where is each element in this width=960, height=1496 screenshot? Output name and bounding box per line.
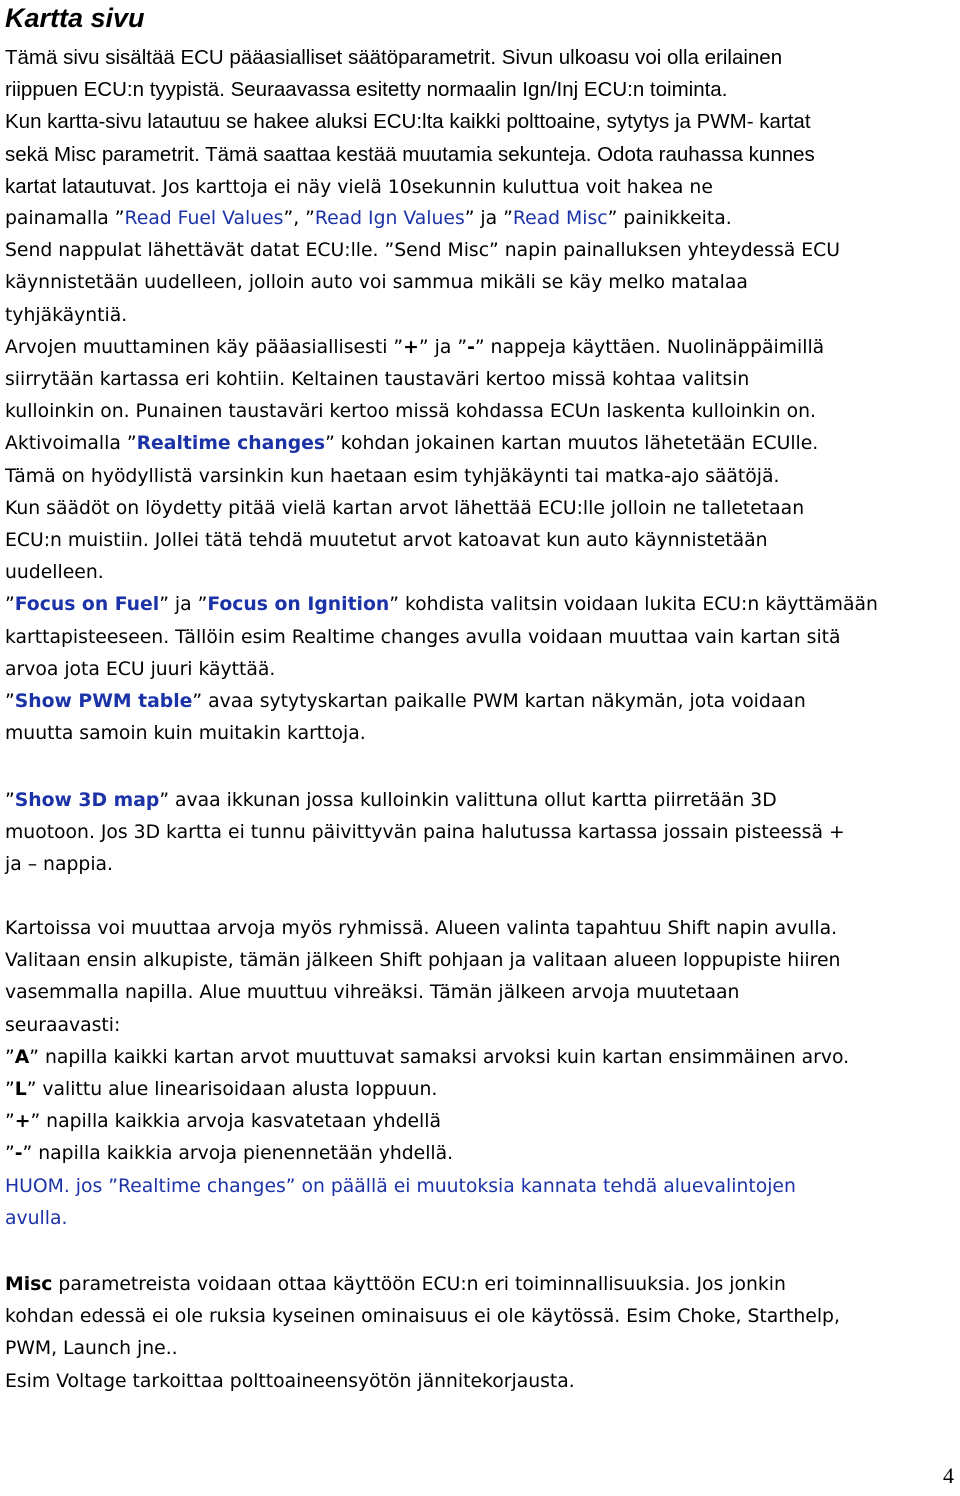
text-line: PWM, Launch jne.. <box>5 1338 178 1360</box>
key-l-label: L <box>14 1079 27 1101</box>
misc-label: Misc <box>5 1274 53 1295</box>
read-fuel-values-label: Read Fuel Values <box>124 208 284 229</box>
text-line: ”L” valittu alue linearisoidaan alusta loppuun. <box>5 1079 438 1101</box>
text-line: Arvojen muuttaminen käy pääasiallisesti ”+” ja ”-” nappeja käyttäen. Nuolinäppäimillä <box>5 336 825 358</box>
text-line: muutta samoin kuin muitakin karttoja. <box>5 723 366 745</box>
minus-key-label: - <box>467 336 475 358</box>
text-line: kohdan edessä ei ole ruksia kyseinen ominaisuus ei ole käytössä. Esim Choke, Starthelp, <box>5 1306 840 1328</box>
plus-key-label: + <box>403 336 419 358</box>
text-line: ECU:n muistiin. Jollei tätä tehdä muutetut arvot katoavat kun auto käynnistetään <box>5 530 768 552</box>
text-line: arvoa jota ECU juuri käyttää. <box>5 658 276 680</box>
text-line: Send nappulat lähettävät datat ECU:lle. ”Send Misc” napin painalluksen yhteydessä ECU <box>5 240 840 262</box>
text-line: ”Show 3D map” avaa ikkunan jossa kulloinkin valittuna ollut kartta piirretään 3D <box>5 790 777 811</box>
text-line: Aktivoimalla ”Realtime changes” kohdan jokainen kartan muutos lähetetään ECUlle. <box>5 433 819 455</box>
page-number: 4 <box>943 1463 954 1488</box>
warning-line: avulla. <box>5 1207 68 1229</box>
intro-block <box>5 42 960 171</box>
text-line: Tämä sivu sisältää ECU pääasialliset säätöparametrit. Sivun ulkoasu voi olla erilainen <box>5 46 783 69</box>
focus-on-fuel-label: Focus on Fuel <box>14 594 160 616</box>
text-line: Kartoissa voi muuttaa arvoja myös ryhmissä. Alueen valinta tapahtuu Shift napin avulla. <box>5 918 838 939</box>
page-title: Kartta sivu <box>5 3 145 33</box>
text-line: ”+” napilla kaikkia arvoja kasvatetaan yhdellä <box>5 1111 441 1133</box>
text-line: kartat latautuvat. Jos karttoja ei näy vielä 10sekunnin kuluttua voit hakea ne <box>5 174 713 198</box>
warning-line: HUOM. jos ”Realtime changes” on päällä ei muutoksia kannata tehdä aluevalintojen <box>5 1175 796 1197</box>
text-line: Esim Voltage tarkoittaa polttoaineensyötön jännitekorjausta. <box>5 1370 575 1392</box>
text-line: käynnistetään uudelleen, jolloin auto voi sammua mikäli se käy melko matalaa <box>5 272 748 294</box>
text-line: karttapisteeseen. Tällöin esim Realtime changes avulla voidaan muuttaa vain kartan sitä <box>5 626 841 648</box>
text-line: kulloinkin on. Punainen taustaväri kertoo missä kohdassa ECUn laskenta kulloinkin on. <box>5 401 817 423</box>
show-3d-map-label: Show 3D map <box>14 790 160 811</box>
read-ign-values-label: Read Ign Values <box>314 208 465 229</box>
text-line: ”Show PWM table” avaa sytytyskartan paikalle PWM kartan näkymän, jota voidaan <box>5 691 806 713</box>
text-line: seuraavasti: <box>5 1014 121 1036</box>
show-3d-block <box>5 785 960 882</box>
text-line: painamalla ”Read Fuel Values”, ”Read Ign Values” ja ”Read Misc” painikkeita. <box>5 208 732 229</box>
text-line: ”A” napilla kaikki kartan arvot muuttuvat samaksi arvoksi kuin kartan ensimmäinen arvo. <box>5 1046 850 1068</box>
misc-block <box>5 1269 960 1398</box>
text-line: sekä Misc parametrit. Tämä saattaa kestää muutamia sekunteja. Odota rauhassa kunnes <box>5 142 815 166</box>
focus-on-ignition-label: Focus on Ignition <box>207 594 390 616</box>
text-line: Kun säädöt on löydetty pitää vielä kartan arvot lähettää ECU:lle jolloin ne talletetaan <box>5 497 805 519</box>
text-line: tyhjäkäyntiä. <box>5 304 128 326</box>
key-minus-label: - <box>14 1143 23 1165</box>
group-edit-block <box>5 913 960 1235</box>
text-line: riippuen ECU:n tyypistä. Seuraavassa esitetty normaalin Ign/Inj ECU:n toiminta. <box>5 78 728 102</box>
text-line: vasemmalla napilla. Alue muuttuu vihreäksi. Tämän jälkeen arvoja muutetaan <box>5 982 740 1004</box>
text-line: ja – nappia. <box>5 854 114 876</box>
text-line: Misc parametreista voidaan ottaa käyttöön ECU:n eri toiminnallisuuksia. Jos jonkin <box>5 1274 786 1295</box>
text-line: ”Focus on Fuel” ja ”Focus on Ignition” kohdista valitsin voidaan lukita ECU:n käyttämään <box>5 594 878 616</box>
main-block <box>5 203 960 750</box>
text-line: Valitaan ensin alkupiste, tämän jälkeen Shift pohjaan ja valitaan alueen loppupiste hiiren <box>5 950 841 972</box>
text-line: uudelleen. <box>5 562 104 584</box>
text-line: siirrytään kartassa eri kohtiin. Keltainen taustaväri kertoo missä kohtaa valitsin <box>5 369 750 391</box>
key-plus-label: + <box>14 1111 31 1133</box>
realtime-changes-label: Realtime changes <box>136 433 326 455</box>
text-line: ”-” napilla kaikkia arvoja pienennetään yhdellä. <box>5 1143 454 1165</box>
text-line: muotoon. Jos 3D kartta ei tunnu päivittyvän paina halutussa kartassa jossain pisteessä + <box>5 822 845 844</box>
text-line: Tämä on hyödyllistä varsinkin kun haetaan esim tyhjäkäynti tai matka-ajo säätöjä. <box>5 465 780 487</box>
text-line: Kun kartta-sivu latautuu se hakee aluksi ECU:lta kaikki polttoaine, sytytys ja PWM- kartat <box>5 110 811 134</box>
read-misc-label: Read Misc <box>512 208 608 229</box>
show-pwm-table-label: Show PWM table <box>14 691 193 713</box>
key-a-label: A <box>14 1046 30 1068</box>
